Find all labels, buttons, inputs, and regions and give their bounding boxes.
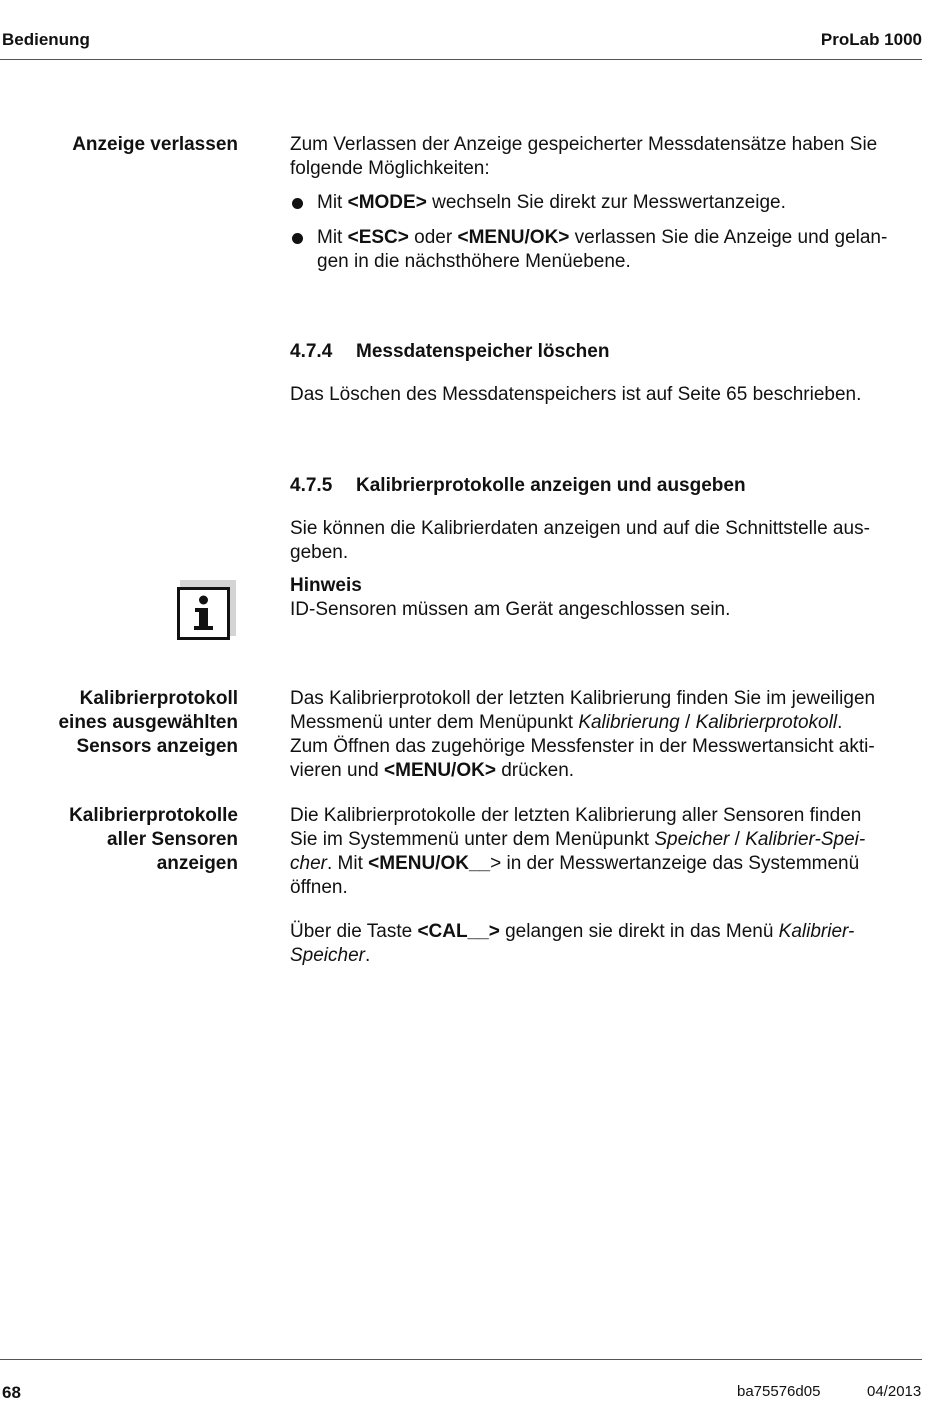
key-menu-ok: <MENU/OK__ — [368, 853, 491, 874]
section-heading-475: 4.7.5 Kalibrierprotokolle anzeigen und ausgeben — [290, 475, 746, 496]
note-text: ID-Sensoren müssen am Gerät angeschlossen sein. — [290, 599, 731, 620]
key-menu-ok: <MENU/OK> — [457, 227, 570, 248]
section-474-text: Das Löschen des Messdatenspeichers ist auf Seite 65 beschrieben. — [290, 384, 862, 405]
running-header-left: Bedienung — [2, 30, 90, 49]
side-label-exit: Anzeige verlassen — [72, 134, 238, 155]
key-esc: <ESC> — [347, 227, 409, 248]
menu-item-kalibrier-speicher: Kalibrier- — [778, 921, 855, 942]
menu-item-kalibrierung: Kalibrierung — [578, 712, 680, 733]
list-item: Mit <MODE> wechseln Sie direkt zur Messwertanzeige. — [290, 191, 922, 215]
menu-item-kalibrier-speicher: Kalibrier-Spei- — [745, 829, 866, 850]
page-number: 68 — [2, 1383, 21, 1402]
menu-item-kalibrierprotokoll: Kalibrierprotokoll — [695, 712, 838, 733]
side-label-single-sensor: Kalibrierprotokoll eines ausgewählten Sensors anzeigen — [58, 688, 238, 757]
document-date: 04/2013 — [867, 1383, 922, 1400]
list-item: Mit <ESC> oder <MENU/OK> verlassen Sie die Anzeige und gelan- gen in die nächsthöhere Menüebene. — [290, 226, 922, 274]
bullet-icon — [292, 198, 303, 209]
section-heading-474: 4.7.4 Messdatenspeicher löschen — [290, 341, 610, 362]
running-header-right: ProLab 1000 — [820, 30, 922, 49]
section-475-text: Sie können die Kalibrierdaten anzeigen und auf die Schnittstelle aus- geben. — [290, 518, 870, 563]
note-title: Hinweis — [290, 575, 362, 596]
document-id: ba75576d05 — [737, 1383, 821, 1400]
key-menu-ok: <MENU/OK> — [384, 760, 496, 781]
bullet-icon — [292, 233, 303, 244]
menu-item-speicher: Speicher — [654, 829, 730, 850]
info-icon — [176, 580, 236, 640]
key-cal: <CAL__> — [417, 921, 500, 942]
single-sensor-text: Das Kalibrierprotokoll der letzten Kalibrierung finden Sie im jeweiligen Messmenü unter dem Menüpunkt Kalibrierung / Kalibrierprotokoll. Zum Öffnen das zugehörige Messfenster in der Messwertansicht akti- vieren und <MENU/OK> drücken. — [290, 688, 876, 781]
cal-key-text: Über die Taste <CAL__> gelangen sie direkt in das Menü Kalibrier- Speicher. — [290, 921, 855, 966]
header-rule — [0, 59, 922, 60]
side-label-all-sensors: Kalibrierprotokolle aller Sensoren anzeigen — [69, 805, 238, 874]
key-mode: <MODE> — [347, 192, 427, 213]
all-sensors-text: Die Kalibrierprotokolle der letzten Kalibrierung aller Sensoren finden Sie im Systemmenü unter dem Menüpunkt Speicher / Kalibrier-Spei- cher. Mit <MENU/OK__> in der Messwertanzeige das Systemmenü öffnen. — [290, 805, 866, 898]
footer-rule — [0, 1359, 922, 1360]
note-block — [290, 574, 922, 622]
exit-intro: Zum Verlassen der Anzeige gespeicherter Messdatensätze haben Sie folgende Möglichkeiten: — [290, 134, 878, 179]
